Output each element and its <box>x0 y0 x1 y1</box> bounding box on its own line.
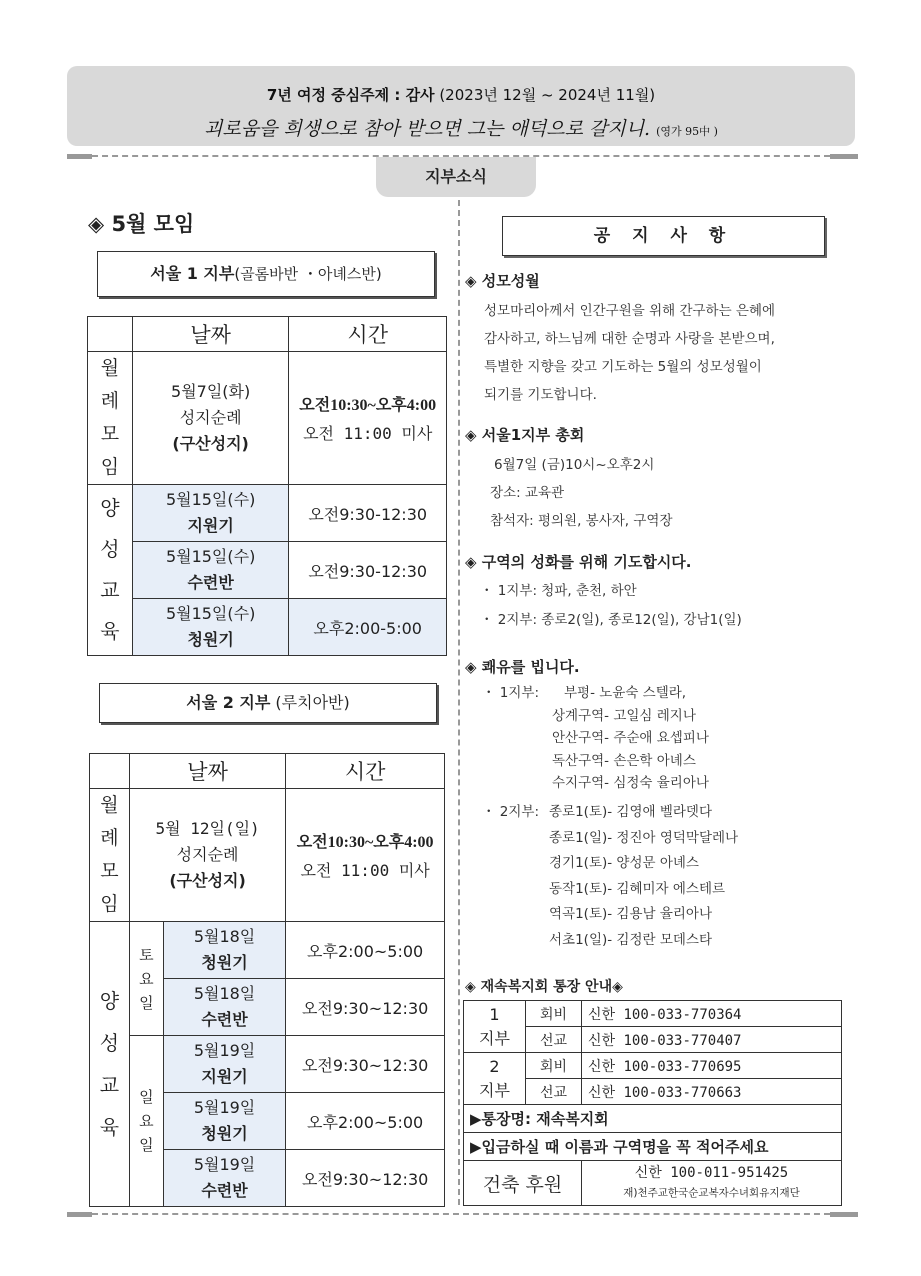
account-type: 선교 <box>526 1027 582 1053</box>
training-label: 양 성 교 육 <box>88 485 133 656</box>
training-time-cell: 오전9:30~12:30 <box>286 979 445 1036</box>
training-time-cell: 오후2:00~5:00 <box>286 1093 445 1150</box>
divider-cap-left <box>67 154 92 159</box>
training-date-cell: 5월18일 청원기 <box>163 922 285 979</box>
monthly-time-cell: 오전10:30~오후4:00 오전 11:00 미사 <box>289 352 447 485</box>
branch1-cell: 1 지부 <box>464 1001 526 1053</box>
account-type: 회비 <box>526 1001 582 1027</box>
month-title: ◈ 5월 모임 <box>88 212 195 236</box>
col-date-header: 날짜 <box>132 317 289 352</box>
assembly-body: 6월7일 (금)10시~오후2시 장소: 교육관 참석자: 평의원, 봉사자, 구역장 <box>490 457 673 529</box>
recovery-branch1-list: 부평- 노윤숙 스텔라, 상계구역- 고일심 레지나 안산구역- 주순애 요셉피나 독산구역- 손은학 아녜스 수지구역- 심정숙 율리아나 <box>552 685 709 791</box>
assembly-title: ◈ 서울1지부 총회 <box>465 426 585 444</box>
rosary-title: ◈ 성모성월 <box>465 272 540 290</box>
monthly-meeting-label: 월 례 모 임 <box>90 789 130 922</box>
training-label: 양 성 교 육 <box>90 922 130 1207</box>
bank-account-table <box>463 1000 842 1206</box>
monthly-meeting-label: 월 례 모 임 <box>88 352 133 485</box>
divider-cap-right <box>830 154 858 159</box>
account-name-note: ▶통장명: 재속복지회 <box>464 1105 842 1133</box>
building-support-label: 건축 후원 <box>464 1161 582 1206</box>
branch2-cell: 2 지부 <box>464 1053 526 1105</box>
col-time-header: 시간 <box>286 754 445 789</box>
training-date-cell: 5월18일 수련반 <box>163 979 285 1036</box>
training-date-cell: 5월15일(수) 수련반 <box>132 542 289 599</box>
monthly-time-cell: 오전10:30~오후4:00 오전 11:00 미사 <box>286 789 445 922</box>
building-support-account: 신한 100-011-951425 재)천주교한국순교복자수녀회유지재단 <box>582 1161 842 1206</box>
recovery-title: ◈ 쾌유를 빕니다. <box>465 658 580 676</box>
bottom-cap-left <box>67 1212 92 1217</box>
training-time-cell: 오전9:30-12:30 <box>289 485 447 542</box>
training-time-cell: 오전9:30~12:30 <box>286 1036 445 1093</box>
seoul2-label: 서울 2 지부 (루치아반) <box>99 683 437 723</box>
theme-line: 7년 여정 중심주제 : 감사 (2023년 12월 ~ 2024년 11월) <box>266 86 656 104</box>
bottom-cap-right <box>830 1212 858 1217</box>
col-time-header: 시간 <box>289 317 447 352</box>
training-date-cell: 5월15일(수) 청원기 <box>132 599 289 656</box>
training-time-cell: 오전9:30-12:30 <box>289 542 447 599</box>
account-type: 선교 <box>526 1079 582 1105</box>
training-date-cell: 5월15일(수) 지원기 <box>132 485 289 542</box>
recovery-branch1-label: ・ 1지부: <box>482 685 540 701</box>
training-time-cell: 오후2:00-5:00 <box>289 599 447 656</box>
training-date-cell: 5월19일 지원기 <box>163 1036 285 1093</box>
training-date-cell: 5월19일 청원기 <box>163 1093 285 1150</box>
account-number: 신한 100-033-770407 <box>582 1027 842 1053</box>
col-date-header: 날짜 <box>129 754 285 789</box>
recovery-branch2-label: ・ 2지부: <box>482 804 540 820</box>
account-number: 신한 100-033-770695 <box>582 1053 842 1079</box>
column-divider <box>458 200 460 1205</box>
bottom-divider <box>92 1213 830 1215</box>
rosary-body: 성모마리아께서 인간구원을 위해 간구하는 은혜에 감사하고, 하느님께 대한 순명과 사랑을 본받으며, 특별한 지향을 갖고 기도하는 5월의 성모성월이 되기를 기도합니다. <box>484 303 776 403</box>
bank-title: ◈ 재속복지회 통장 안내◈ <box>465 979 623 995</box>
deposit-note: ▶입금하실 때 이름과 구역명을 꼭 적어주세요 <box>464 1133 842 1161</box>
notice-title: 공 지 사 항 <box>502 216 825 256</box>
account-number: 신한 100-033-770663 <box>582 1079 842 1105</box>
prayer-title: ◈ 구역의 성화를 위해 기도합시다. <box>465 553 692 571</box>
sunday-label: 일 요 일 <box>129 1036 163 1207</box>
seoul1-label: 서울 1 지부(골롬바반 ・아녜스반) <box>97 251 435 297</box>
recovery-branch2-list: 종로1(토)- 김영애 벨라뎃다 종로1(일)- 정진아 영덕막달레나 경기1(토)- 양성문 아녜스 동작1(토)- 김혜미자 에스테르 역곡1(토)- 김용남 율리아나 서초1(일)- 김정란 모데스타 <box>549 804 739 948</box>
seoul2-schedule-table <box>89 753 445 1207</box>
seoul1-schedule-table <box>87 316 447 656</box>
training-date-cell: 5월19일 수련반 <box>163 1150 285 1207</box>
theme-header <box>67 66 855 146</box>
account-type: 회비 <box>526 1053 582 1079</box>
account-number: 신한 100-033-770364 <box>582 1001 842 1027</box>
monthly-date-cell: 5월7일(화) 성지순례 (구산성지) <box>132 352 289 485</box>
prayer-body: ・ 1지부: 청파, 춘천, 하안 ・ 2지부: 종로2(일), 종로12(일), 강남1(일) <box>480 583 742 628</box>
training-time-cell: 오후2:00~5:00 <box>286 922 445 979</box>
section-tab: 지부소식 <box>376 157 536 197</box>
monthly-date-cell: 5월 12일(일) 성지순례 (구산성지) <box>129 789 285 922</box>
verse-line: 괴로움을 희생으로 참아 받으면 그는 애덕으로 갈지니. (영가 95中 ) <box>204 118 718 140</box>
saturday-label: 토 요 일 <box>129 922 163 1036</box>
training-time-cell: 오전9:30~12:30 <box>286 1150 445 1207</box>
